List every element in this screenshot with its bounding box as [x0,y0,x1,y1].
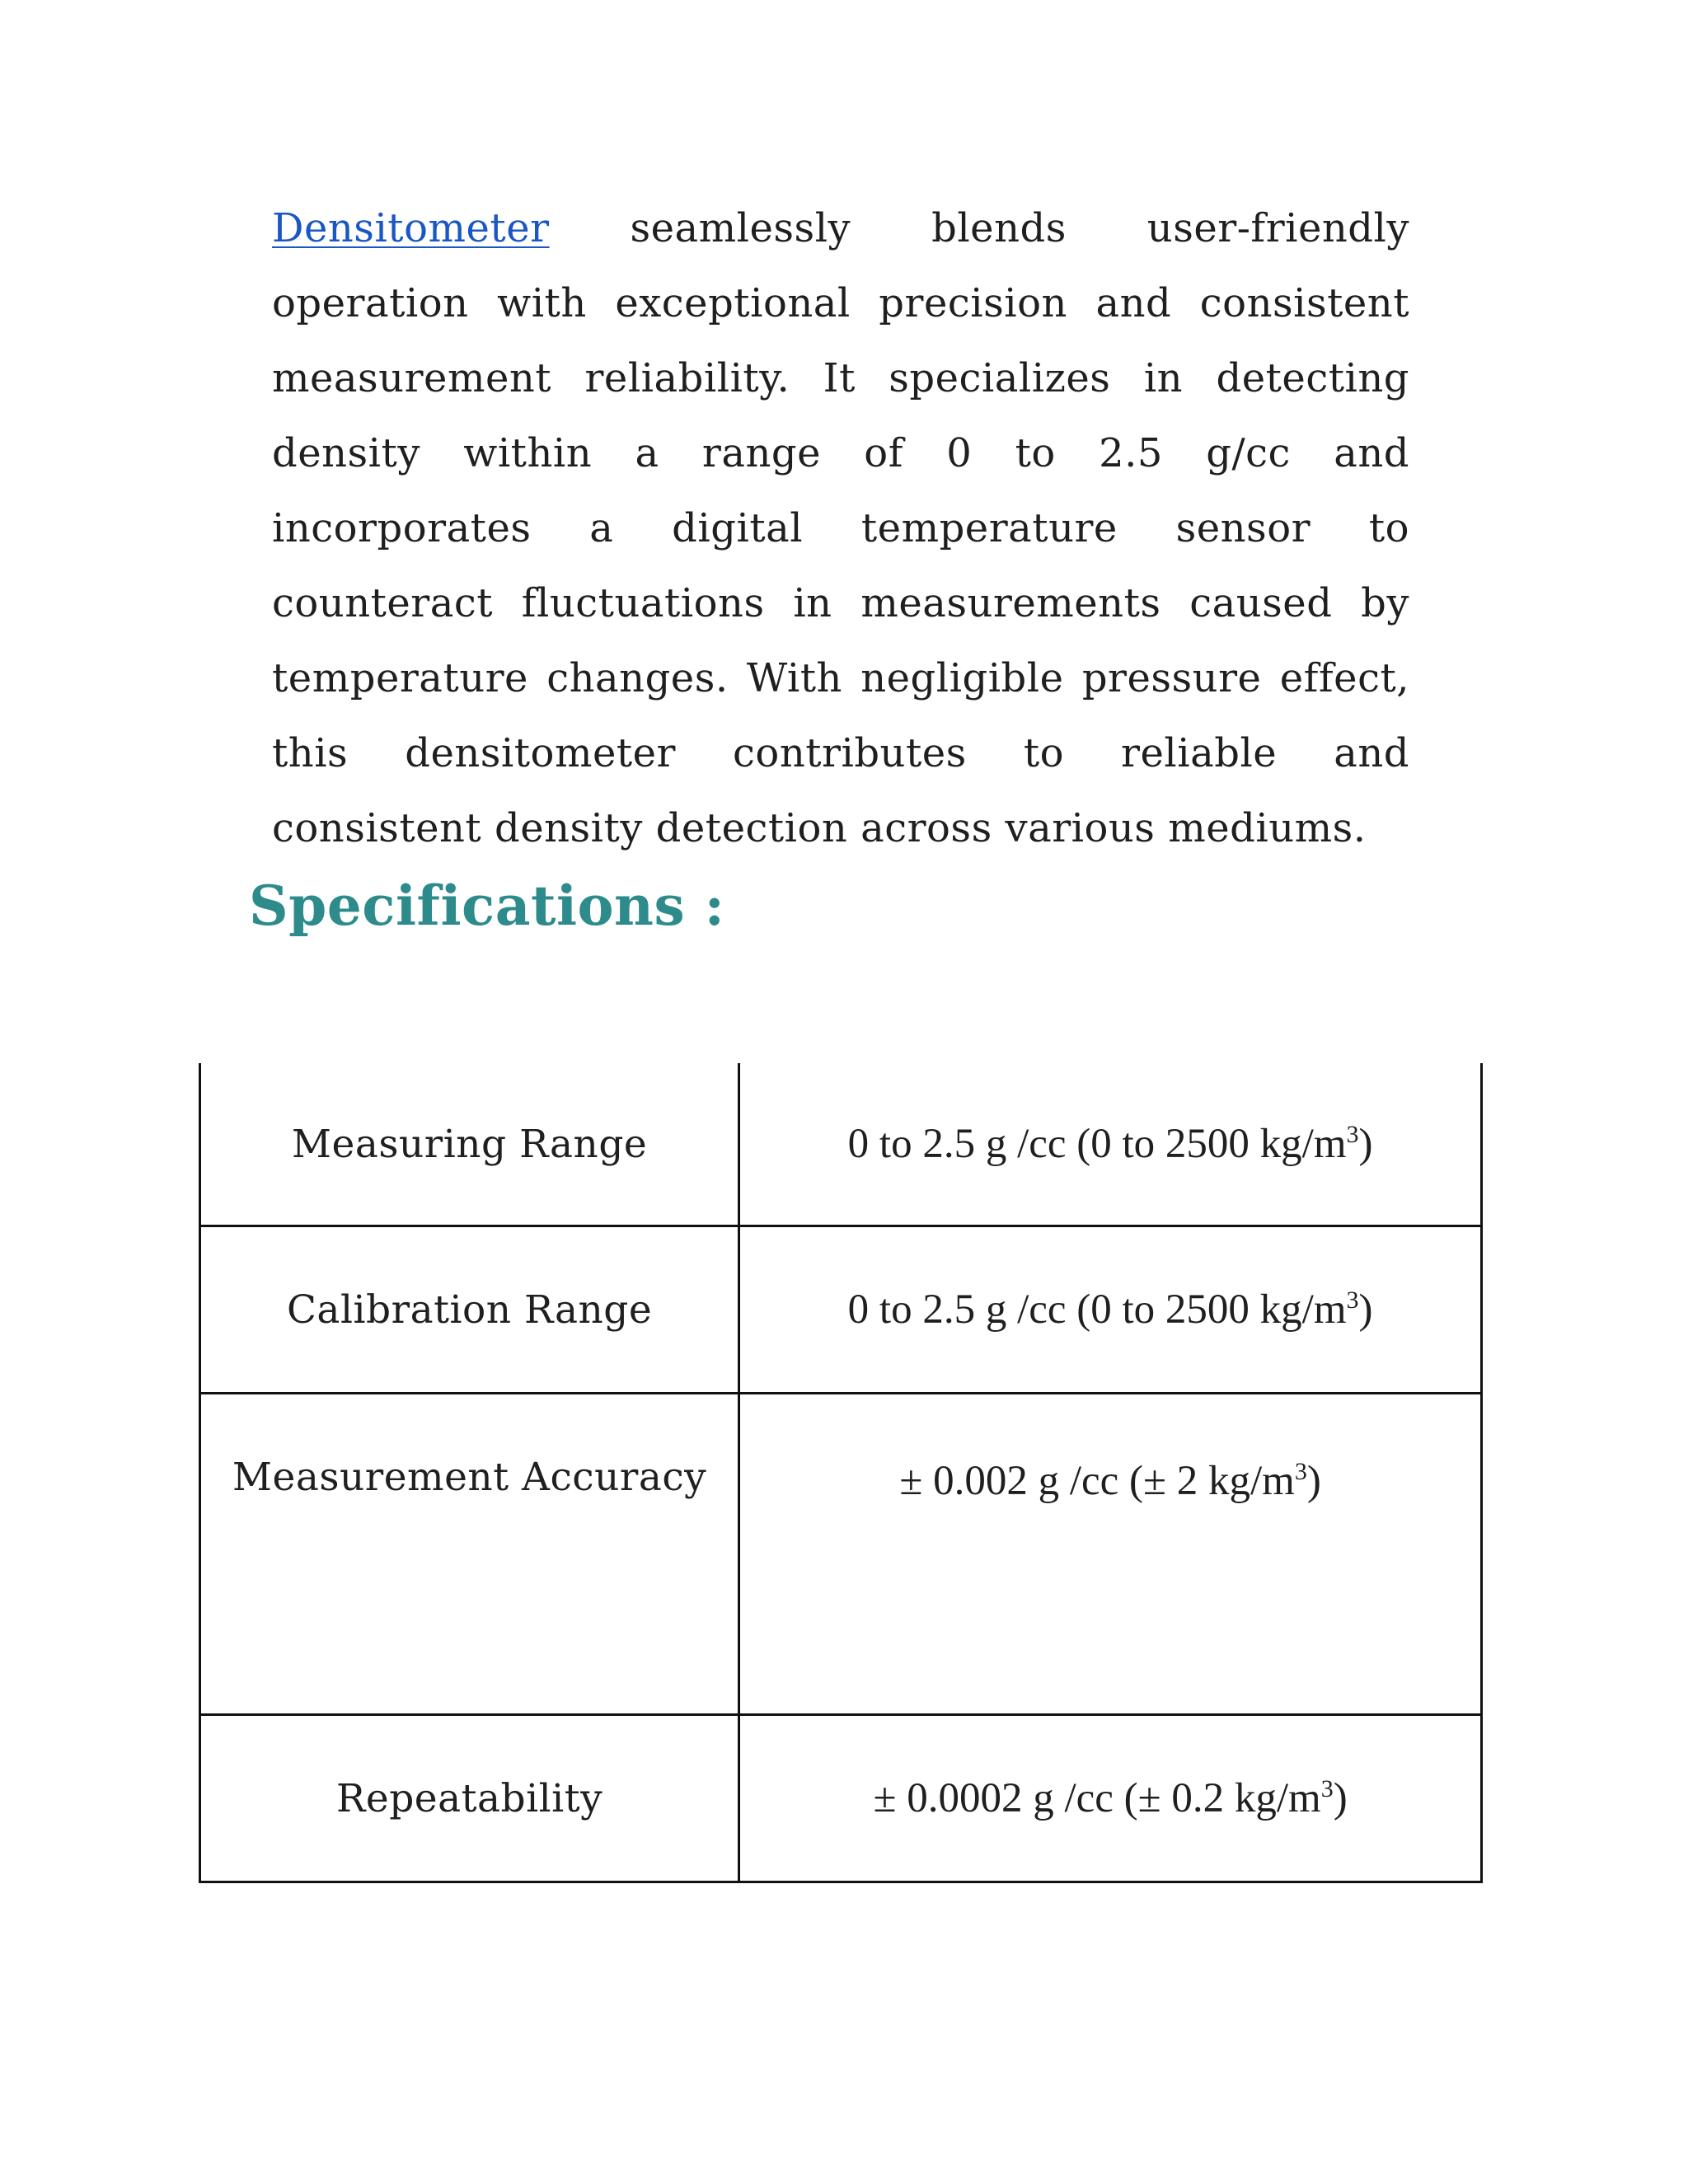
spec-value [739,1394,1482,1715]
spec-value [739,1715,1482,1882]
spec-value-exponent: 3 [1294,1458,1307,1485]
intro-paragraph [272,191,1409,866]
table-row [200,1063,1482,1226]
specifications-heading: Specifications : [249,874,725,938]
spec-value-exponent: 3 [1346,1286,1359,1314]
spec-value-text: ± 0.002 g /cc (± 2 kg/m [899,1458,1295,1504]
spec-value-text: ± 0.0002 g /cc (± 0.2 kg/m [873,1775,1321,1821]
spec-value-close: ) [1358,1121,1373,1167]
spec-label: Calibration Range [200,1226,739,1394]
table-row [200,1715,1482,1882]
intro-body-text: seamlessly blends user-friendly operation with exceptional precision and consistent measurement reliability. It specializes in detecting density within a range of 0 to 2.5 g/cc and incorporates a digital temperature sensor to counteract fluctuations in measurements caused by temperature changes. With negligible pressure effect, this densitometer contributes to reliable and consistent density detection across various mediums. [272,205,1409,851]
specifications-table [199,1063,1483,1883]
spec-value [739,1063,1482,1226]
spec-value-text: 0 to 2.5 g /cc (0 to 2500 kg/m [847,1121,1347,1167]
spec-value-close: ) [1333,1775,1348,1821]
spec-value-close: ) [1306,1458,1321,1504]
table-row [200,1394,1482,1715]
spec-value-exponent: 3 [1346,1121,1359,1148]
densitometer-link[interactable]: Densitometer [272,205,550,251]
spec-label: Measurement Accuracy [200,1394,739,1715]
table-row [200,1226,1482,1394]
spec-label: Measuring Range [200,1063,739,1226]
spec-value-close: ) [1358,1286,1373,1333]
spec-value-exponent: 3 [1320,1775,1334,1802]
spec-value-text: 0 to 2.5 g /cc (0 to 2500 kg/m [847,1286,1347,1333]
spec-label: Repeatability [200,1715,739,1882]
spec-value [739,1226,1482,1394]
